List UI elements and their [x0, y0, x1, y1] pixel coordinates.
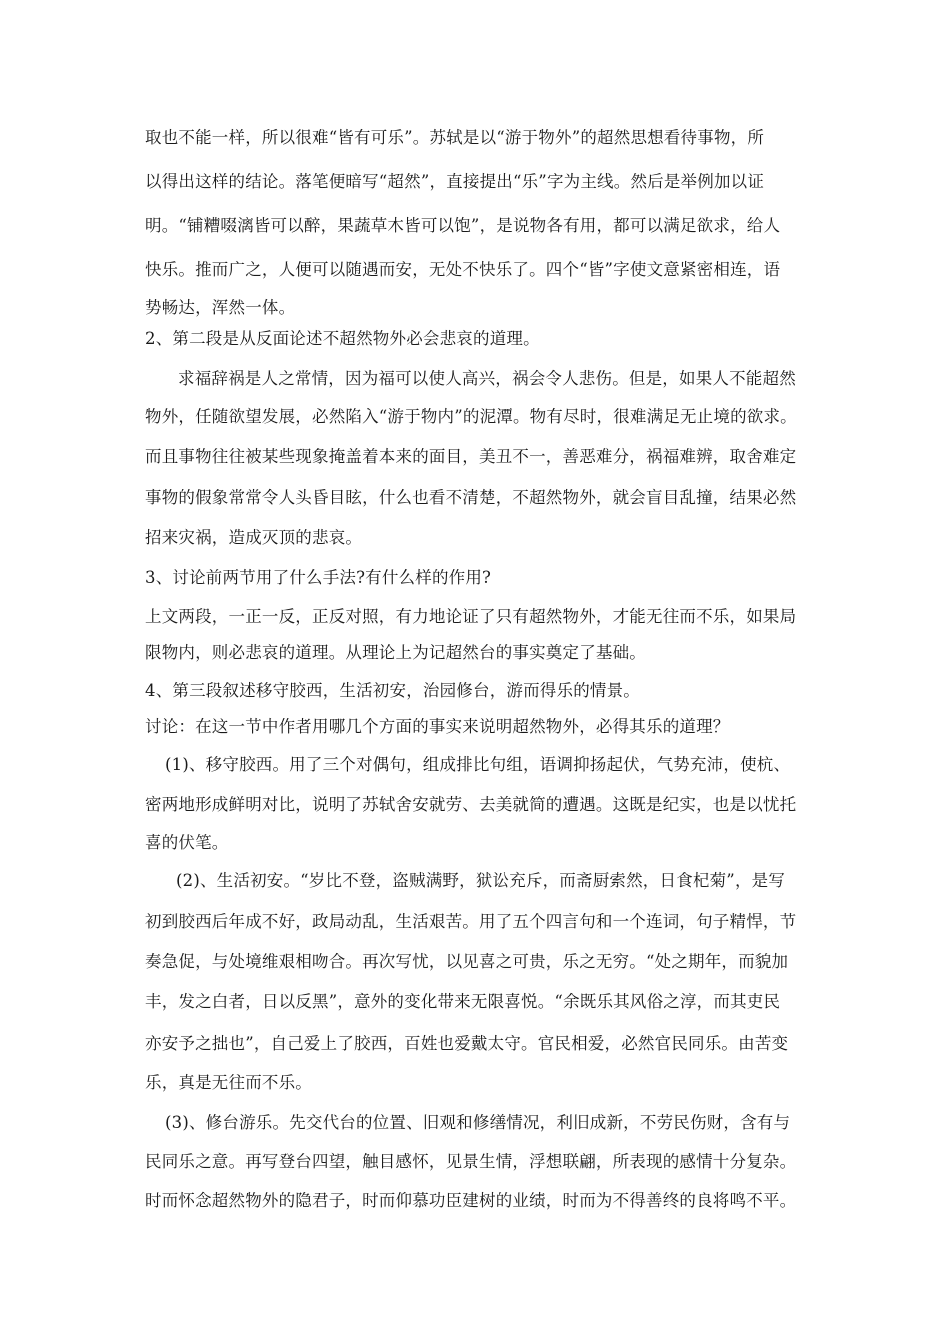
- text-line: 亦安予之拙也”，自己爱上了胶西，百姓也爱戴太守。官民相爱，必然官民同乐。由苦变: [145, 1034, 789, 1053]
- text-line: 明。“铺糟啜漓皆可以醉，果蔬草木皆可以饱”，是说物各有用，都可以满足欲求，给人: [145, 216, 781, 235]
- text-line: 物外，任随欲望发展，必然陷入“游于物内”的泥潭。物有尽时，很难满足无止境的欲求。: [145, 407, 797, 426]
- text-line: 取也不能一样，所以很难“皆有可乐”。苏轼是以“游于物外”的超然思想看待事物，所: [145, 128, 765, 147]
- text-line: 势畅达，浑然一体。: [145, 298, 296, 317]
- text-line: 奏急促，与处境维艰相吻合。再次写忧，以见喜之可贵，乐之无穷。“处之期年，而貌加: [145, 952, 789, 971]
- text-line: 初到胶西后年成不好，政局动乱，生活艰苦。用了五个四言句和一个连词，句子精悍，节: [145, 912, 797, 931]
- text-line: 丰，发之白者，日以反黑”，意外的变化带来无限喜悦。“余既乐其风俗之淳，而其吏民: [145, 992, 781, 1011]
- text-line: 时而怀念超然物外的隐君子，时而仰慕功臣建树的业绩，时而为不得善终的良将鸣不平。: [145, 1191, 797, 1210]
- paragraph-first-line: (2)、生活初安。“岁比不登，盗贼满野，狱讼充斥，而斋厨索然，日食杞菊”，是写: [176, 871, 786, 890]
- text-line: 而且事物往往被某些现象掩盖着本来的面目，美丑不一，善恶难分，祸福难辨，取舍难定: [145, 447, 797, 466]
- text-line: 快乐。推而广之，人便可以随遇而安，无处不快乐了。四个“皆”字使文意紧密相连，语: [145, 260, 781, 279]
- paragraph-first-line: 求福辞祸是人之常情，因为福可以使人高兴，祸会令人悲伤。但是，如果人不能超然: [178, 369, 796, 388]
- discussion-question: 讨论：在这一节中作者用哪几个方面的事实来说明超然物外，必得其乐的道理？: [145, 717, 730, 736]
- paragraph-first-line: (3)、修台游乐。先交代台的位置、旧观和修缮情况，利旧成新，不劳民伤财，含有与: [165, 1113, 791, 1132]
- text-line: 密两地形成鲜明对比，说明了苏轼舍安就劳、去美就简的遭遇。这既是纪实，也是以忧托: [145, 795, 797, 814]
- text-line: 上文两段，一正一反，正反对照，有力地论证了只有超然物外，才能无往而不乐，如果局: [145, 607, 797, 626]
- text-line: 喜的伏笔。: [145, 833, 229, 852]
- text-line: 事物的假象常常令人头昏目眩，什么也看不清楚，不超然物外，就会盲目乱撞，结果必然: [145, 488, 797, 507]
- text-line: 招来灾祸，造成灭顶的悲哀。: [145, 528, 363, 547]
- text-line: 乐，真是无往而不乐。: [145, 1073, 312, 1092]
- section-heading: 2、第二段是从反面论述不超然物外必会悲哀的道理。: [145, 329, 540, 348]
- paragraph-first-line: (1)、移守胶西。用了三个对偶句，组成排比句组，语调抑扬起伏，气势充沛，使杭、: [165, 755, 791, 774]
- text-line: 以得出这样的结论。落笔便暗写“超然”，直接提出“乐”字为主线。然后是举例加以证: [145, 172, 765, 191]
- text-line: 民同乐之意。再写登台四望，触目感怀，见景生情，浮想联翩，所表现的感情十分复杂。: [145, 1152, 797, 1171]
- section-heading: 4、第三段叙述移守胶西，生活初安，治园修台，游而得乐的情景。: [145, 681, 640, 700]
- section-heading: 3、讨论前两节用了什么手法?有什么样的作用?: [145, 568, 492, 587]
- text-line: 限物内，则必悲哀的道理。从理论上为记超然台的事实奠定了基础。: [145, 643, 646, 662]
